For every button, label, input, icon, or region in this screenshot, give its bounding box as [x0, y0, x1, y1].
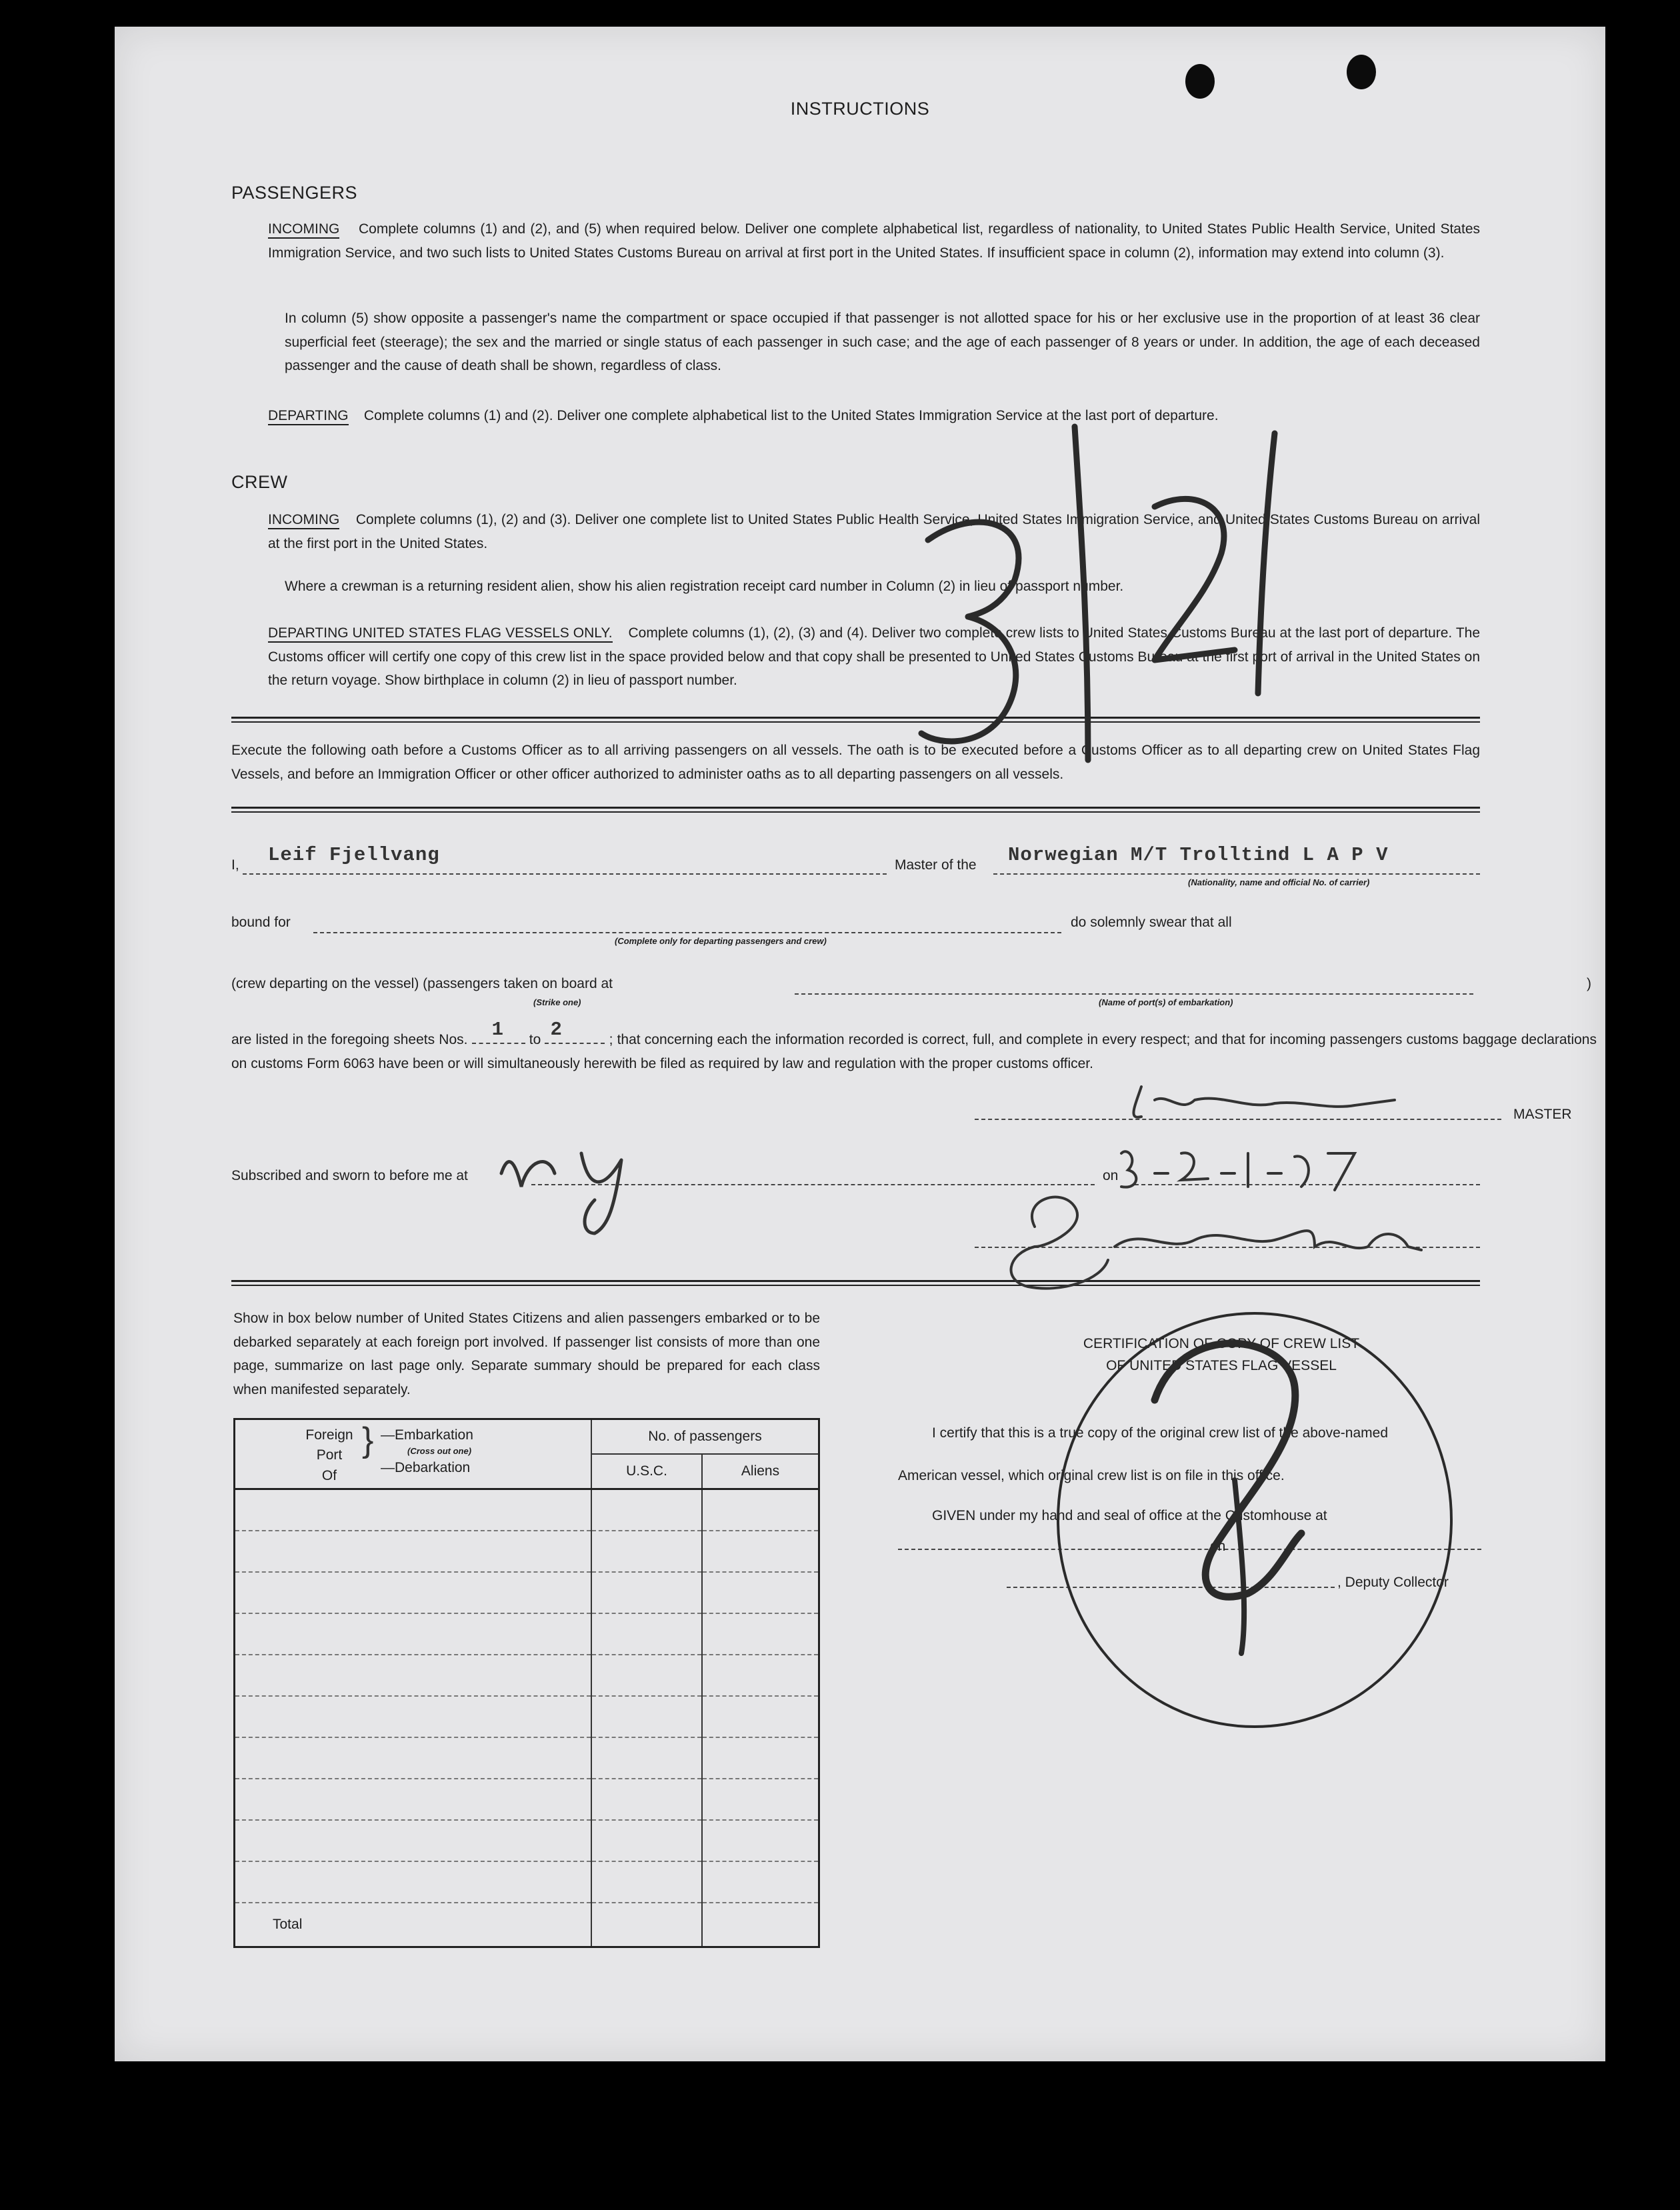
subscribed-label: Subscribed and sworn to before me at — [231, 1168, 468, 1183]
passengers-heading: PASSENGERS — [231, 183, 358, 203]
passengers-incoming-label: INCOMING — [268, 221, 339, 239]
certification-title-line2: OF UNITED STATES FLAG VESSEL — [1106, 1357, 1337, 1373]
vessel-caption: (Nationality, name and official No. of carrier) — [1188, 877, 1370, 887]
port-caption: (Name of port(s) of embarkation) — [1099, 997, 1233, 1007]
listed-suffix: ; that concerning each the information recorded is correct, full, and complete in every respect; and that for incoming passengers customs baggage declarations on customs Form 6063 have been or will simultaneously herewith be filed as required by law and regulation with the proper customs officer. — [231, 1032, 1597, 1071]
officer-signature-scrawl — [1011, 1197, 1421, 1289]
foreign-label: Foreign — [305, 1427, 353, 1443]
bound-for-label: bound for — [231, 915, 291, 930]
bound-caption: (Complete only for departing passengers and crew) — [615, 936, 827, 946]
passengers-departing-text: Complete columns (1) and (2). Deliver one complete alphabetical list to the United States Immigration Service at the last port of departure. — [363, 408, 1219, 423]
sheet-from-value: 1 — [491, 1019, 505, 1041]
strike-caption: (Strike one) — [533, 997, 581, 1007]
circled-2-mark — [1058, 1313, 1451, 1727]
certification-title-line1: CERTIFICATION OF COPY OF CREW LIST — [1083, 1336, 1360, 1351]
aliens-header: Aliens — [702, 1454, 819, 1489]
passengers-column5-text: In column (5) show opposite a passenger's name the compartment or space occupied if that passenger is not allotted space for his or her exclusive use in the proportion of at least 36 clear superficial feet (steerage); the sex and the married or single status of each passenger in such case; and the age of each passenger of 8 years or under. In addition, the age of each deceased passenger and the cause of death shall be shown, regardless of class. — [285, 311, 1480, 374]
handwritten-ny-mark — [501, 1153, 621, 1233]
no-passengers-header: No. of passengers — [591, 1419, 819, 1455]
crew-incoming-label: INCOMING — [268, 512, 339, 529]
total-label: Total — [235, 1903, 592, 1947]
given-line: GIVEN under my hand and seal of office at the Customhouse at — [932, 1508, 1327, 1523]
cross-out-label: (Cross out one) — [407, 1446, 472, 1457]
of-label: Of — [321, 1467, 337, 1483]
master-signature-scrawl — [1133, 1087, 1395, 1117]
handwritten-3-21-mark — [921, 427, 1275, 760]
certify-line2: American vessel, which original crew list is on file in this office. — [898, 1468, 1285, 1483]
usc-header: U.S.C. — [591, 1454, 702, 1489]
cert-on-label: on — [1210, 1539, 1226, 1554]
passengers-incoming-text: Complete columns (1) and (2), and (5) when required below. Deliver one complete alphabetical list, regardless of nationality, to United States Public Health Service, United States Immigration Service, and two such lists to United States Customs Bureau on arrival at first port in the United States. If insufficient space in column (2), information may extend into column (3). — [268, 221, 1480, 261]
embarkation-label: —Embarkation — [381, 1427, 473, 1443]
oath-i-label: I, — [231, 857, 239, 873]
close-paren: ) — [1587, 976, 1591, 991]
brace-icon: } — [362, 1421, 374, 1459]
crew-departing-choice: (crew departing on the vessel) (passengers taken on board at — [231, 976, 613, 991]
crew-incoming-text: Complete columns (1), (2) and (3). Deliver one complete list to United States Public Health Service, United States Immigration Service, and United States Customs Bureau on arrival at the first port in the United States. — [268, 512, 1480, 551]
summary-intro: Show in box below number of United States Citizens and alien passengers embarked or to be debarked separately at each foreign port involved. If passenger list consists of more than one page, summarize on last page only. Separate summary should be prepared for each class when manifested separately. — [233, 1311, 820, 1398]
instructions-title: INSTRUCTIONS — [790, 99, 930, 119]
deputy-collector-label: , Deputy Collector — [1337, 1575, 1449, 1590]
sworn-on-label: on — [1103, 1168, 1119, 1183]
master-name-value: Leif Fjellvang — [268, 844, 440, 866]
handwriting-overlay — [115, 27, 1605, 2061]
crew-heading: CREW — [231, 472, 288, 492]
certify-line1: I certify that this is a true copy of the original crew list of the above-named — [932, 1425, 1388, 1441]
crew-departing-label: DEPARTING UNITED STATES FLAG VESSELS ONLY. — [268, 625, 613, 643]
oath-intro: Execute the following oath before a Customs Officer as to all arriving passengers on all vessels. The oath is to be executed before a Customs Officer as to all departing crew on United States Flag Vessels, and before an Immigration Officer or other officer authorized to administer oaths as to all departing passengers on all vessels. — [231, 743, 1480, 782]
master-of-label: Master of the — [895, 857, 977, 873]
vessel-value: Norwegian M/T Trolltind L A P V — [1008, 844, 1389, 866]
listed-prefix: are listed in the foregoing sheets Nos. — [231, 1032, 468, 1047]
date-scrawl — [1121, 1151, 1355, 1190]
crew-departing-text: Complete columns (1), (2), (3) and (4). Deliver two complete crew lists to United States Customs Bureau at the last port of departure. The Customs officer will certify one copy of this crew list in the space provided below and that copy shall be presented to United States Customs Bureau at the first port of arrival in the United States on the return voyage. Show birthplace in column (2) in lieu of passport number. — [268, 625, 1481, 689]
sheet-to-value: 2 — [550, 1019, 563, 1041]
manifest-page — [115, 27, 1605, 2061]
debarkation-label: —Debarkation — [381, 1460, 471, 1476]
master-label: MASTER — [1513, 1107, 1572, 1122]
swear-label: do solemnly swear that all — [1071, 915, 1232, 930]
passengers-departing-label: DEPARTING — [268, 408, 349, 425]
crew-resident-text: Where a crewman is a returning resident alien, show his alien registration receipt card number in Column (2) in lieu of passport number. — [285, 579, 1124, 594]
port-label: Port — [316, 1447, 343, 1463]
to-label: to — [529, 1032, 541, 1047]
